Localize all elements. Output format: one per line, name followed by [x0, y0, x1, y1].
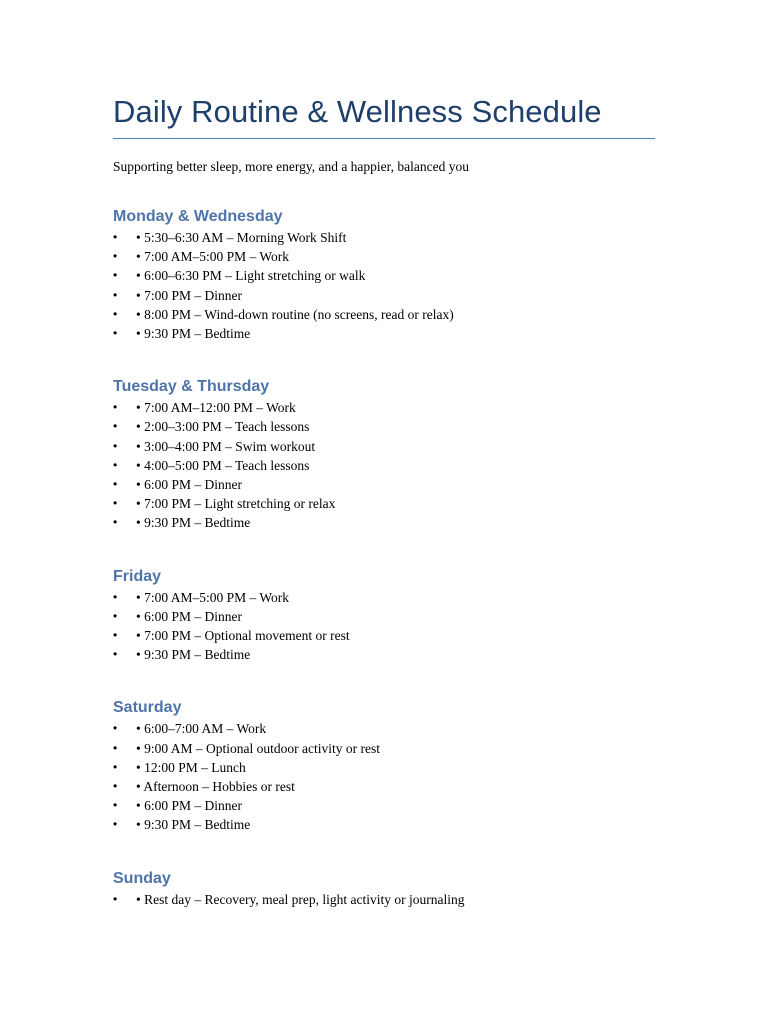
bullet-icon: • [113, 628, 118, 643]
bullet-icon: • [113, 477, 118, 492]
bullet-icon: • [113, 230, 118, 244]
schedule-item-text: • 9:00 AM – Optional outdoor activity or rest [136, 740, 380, 756]
bullet-icon: • [113, 306, 118, 321]
document-subtitle: Supporting better sleep, more energy, and a happier, balanced you [113, 159, 469, 174]
schedule-item-text: • 6:00 PM – Dinner [136, 477, 242, 493]
schedule-item-text: • 4:00–5:00 PM – Teach lessons [136, 457, 310, 473]
section-heading: Saturday [113, 699, 182, 717]
bullet-icon: • [113, 438, 118, 453]
schedule-item [113, 398, 655, 417]
bullet-icon: • [113, 419, 118, 434]
section-heading: Friday [113, 567, 162, 585]
schedule-item-text: • 3:00–4:00 PM – Swim workout [136, 438, 316, 454]
schedule-item [113, 758, 655, 777]
schedule-item [113, 494, 655, 513]
schedule-item-text: • 7:00 AM–5:00 PM – Work [136, 249, 290, 265]
schedule-item-text: • 9:30 PM – Bedtime [136, 817, 251, 833]
schedule-item [113, 475, 655, 494]
bullet-icon: • [113, 608, 118, 623]
schedule-item [113, 626, 655, 645]
bullet-icon: • [113, 589, 118, 604]
bullet-icon: • [113, 326, 118, 341]
bullet-icon: • [113, 515, 118, 530]
schedule-section [113, 697, 655, 834]
schedule-item [113, 815, 655, 834]
schedule-item [113, 286, 655, 305]
section-heading: Monday & Wednesday [113, 208, 283, 225]
schedule-sections [113, 206, 655, 909]
schedule-item [113, 607, 655, 626]
schedule-item-text: • 5:30–6:30 AM – Morning Work Shift [136, 230, 347, 245]
schedule-item [113, 513, 655, 532]
bullet-icon: • [113, 891, 118, 906]
schedule-item-text: • Rest day – Recovery, meal prep, light activity or journaling [136, 891, 465, 907]
schedule-item-text: • Afternoon – Hobbies or rest [136, 779, 295, 795]
schedule-item [113, 796, 655, 815]
schedule-item-text: • 8:00 PM – Wind-down routine (no screens, read or relax) [136, 306, 454, 322]
section-heading: Tuesday & Thursday [113, 378, 270, 396]
bullet-icon: • [113, 496, 118, 511]
bullet-icon: • [113, 740, 118, 755]
schedule-item [113, 417, 655, 436]
schedule-item [113, 437, 655, 456]
document-page [113, 92, 655, 909]
schedule-item-text: • 6:00 PM – Dinner [136, 798, 242, 814]
bullet-icon: • [113, 798, 118, 813]
schedule-item [113, 588, 655, 607]
bullet-icon: • [113, 400, 118, 415]
schedule-list [113, 719, 655, 834]
schedule-item-text: • 7:00 PM – Dinner [136, 287, 242, 303]
schedule-section [113, 206, 655, 343]
schedule-item-text: • 6:00 PM – Dinner [136, 608, 242, 624]
schedule-item-text: • 9:30 PM – Bedtime [136, 326, 251, 342]
schedule-list [113, 890, 655, 909]
schedule-item-text: • 7:00 PM – Optional movement or rest [136, 628, 350, 644]
schedule-item [113, 324, 655, 343]
schedule-item [113, 719, 655, 738]
schedule-item-text: • 6:00–7:00 AM – Work [136, 721, 267, 737]
title-divider [113, 138, 655, 139]
schedule-section [113, 868, 655, 909]
schedule-item-text: • 7:00 AM–12:00 PM – Work [136, 400, 296, 416]
schedule-section [113, 566, 655, 665]
schedule-item-text: • 9:30 PM – Bedtime [136, 515, 251, 531]
bullet-icon: • [113, 287, 118, 302]
bullet-icon: • [113, 268, 118, 283]
section-heading: Sunday [113, 869, 171, 887]
bullet-icon: • [113, 817, 118, 832]
document-title: Daily Routine & Wellness Schedule [113, 94, 602, 129]
schedule-list [113, 228, 655, 343]
schedule-item [113, 739, 655, 758]
bullet-icon: • [113, 249, 118, 264]
schedule-item-text: • 6:00–6:30 PM – Light stretching or walk [136, 268, 366, 284]
bullet-icon: • [113, 457, 118, 472]
bullet-icon: • [113, 759, 118, 774]
schedule-item [113, 645, 655, 664]
bullet-icon: • [113, 779, 118, 794]
schedule-item-text: • 2:00–3:00 PM – Teach lessons [136, 419, 310, 435]
schedule-list [113, 588, 655, 665]
schedule-item [113, 777, 655, 796]
schedule-item [113, 266, 655, 285]
bullet-icon: • [113, 721, 118, 736]
schedule-item [113, 456, 655, 475]
bullet-icon: • [113, 647, 118, 662]
schedule-list [113, 398, 655, 532]
schedule-item-text: • 7:00 AM–5:00 PM – Work [136, 589, 290, 605]
schedule-item-text: • 12:00 PM – Lunch [136, 759, 246, 775]
schedule-section [113, 376, 655, 532]
schedule-item [113, 890, 655, 909]
schedule-item [113, 305, 655, 324]
schedule-item [113, 228, 655, 247]
schedule-item-text: • 9:30 PM – Bedtime [136, 647, 251, 663]
schedule-item-text: • 7:00 PM – Light stretching or relax [136, 496, 336, 512]
schedule-item [113, 247, 655, 266]
